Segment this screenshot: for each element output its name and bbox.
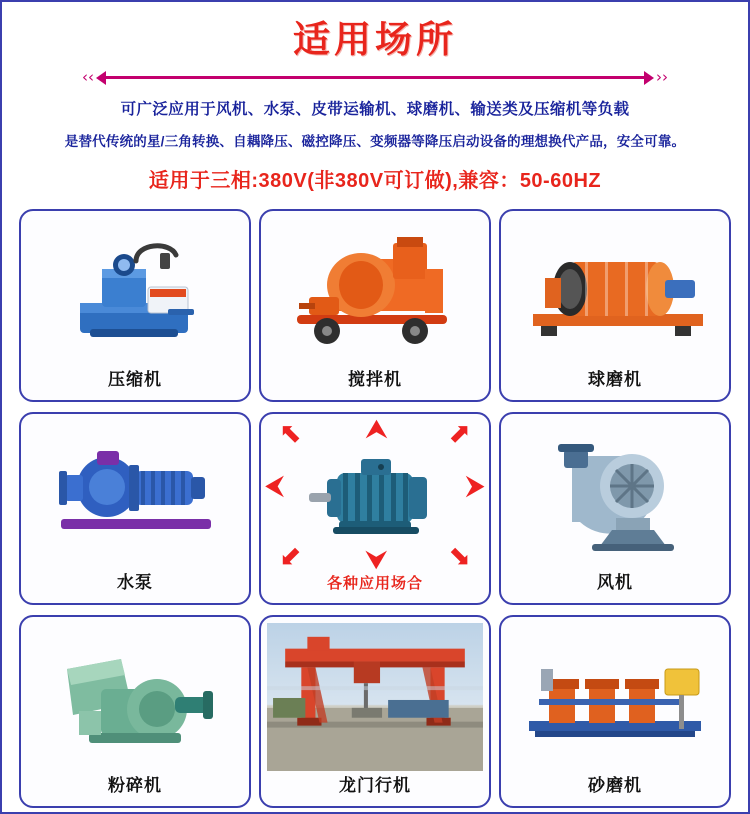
electric-motor-icon: [261, 413, 489, 576]
arrow-downright-icon: ⬊: [448, 540, 471, 572]
arrow-downleft-icon: ⬋: [279, 540, 302, 572]
cell-caption: 砂磨机: [588, 775, 642, 796]
divider-bar: [106, 76, 644, 79]
concrete-mixer-icon: [261, 211, 489, 365]
chevron-right-icon: ››: [656, 68, 668, 87]
arrow-right-icon: [644, 71, 654, 85]
blower-fan-icon: [501, 414, 729, 568]
grid-cell-crusher[interactable]: [19, 615, 251, 808]
water-pump-icon: [21, 414, 249, 568]
application-grid: [2, 209, 748, 808]
grid-cell-ball-mill[interactable]: [499, 209, 731, 402]
arrow-left-icon: [96, 71, 106, 85]
cell-caption: 球磨机: [588, 369, 642, 390]
compressor-icon: [21, 211, 249, 365]
cell-caption: 龙门行机: [339, 775, 411, 796]
cell-caption: 粉碎机: [108, 775, 162, 796]
cell-caption: 水泵: [117, 572, 153, 593]
ball-mill-icon: [501, 211, 729, 365]
crusher-icon: [21, 617, 249, 771]
page-title: 适用场所: [293, 18, 457, 61]
cell-caption: 各种应用场合: [326, 573, 423, 592]
gantry-crane-icon: [261, 617, 489, 771]
divider: [80, 68, 670, 87]
sand-mill-icon: [501, 617, 729, 771]
arrow-right-icon: ⮞: [465, 469, 485, 501]
chevron-left-icon: ‹‹: [82, 68, 94, 87]
grid-cell-motor[interactable]: [259, 412, 491, 605]
grid-cell-gantry-crane[interactable]: [259, 615, 491, 808]
grid-cell-mixer[interactable]: [259, 209, 491, 402]
grid-cell-blower[interactable]: [499, 412, 731, 605]
grid-cell-water-pump[interactable]: [19, 412, 251, 605]
grid-cell-sand-mill[interactable]: [499, 615, 731, 808]
arrow-upleft-icon: ⬉: [279, 417, 302, 449]
arrow-left-icon: ⮜: [265, 469, 285, 501]
header: [2, 2, 748, 193]
description-line-1: 可广泛应用于风机、水泵、皮带运输机、球磨机、输送类及压缩机等负载: [120, 100, 630, 118]
arrow-down-icon: ⮟: [365, 544, 388, 576]
cell-caption: 搅拌机: [348, 369, 402, 390]
cell-caption: 压缩机: [108, 369, 162, 390]
voltage-spec-line: 适用于三相:380V(非380V可订做),兼容：50-60HZ: [148, 169, 602, 192]
arrow-upright-icon: ⬈: [448, 417, 471, 449]
grid-cell-compressor[interactable]: [19, 209, 251, 402]
cell-caption: 风机: [597, 572, 633, 593]
description-line-2: 是替代传统的星/三角转换、自耦降压、磁控降压、变频器等降压启动设备的理想换代产品，安全可靠。: [64, 133, 686, 149]
arrow-up-icon: ⮝: [365, 413, 388, 445]
